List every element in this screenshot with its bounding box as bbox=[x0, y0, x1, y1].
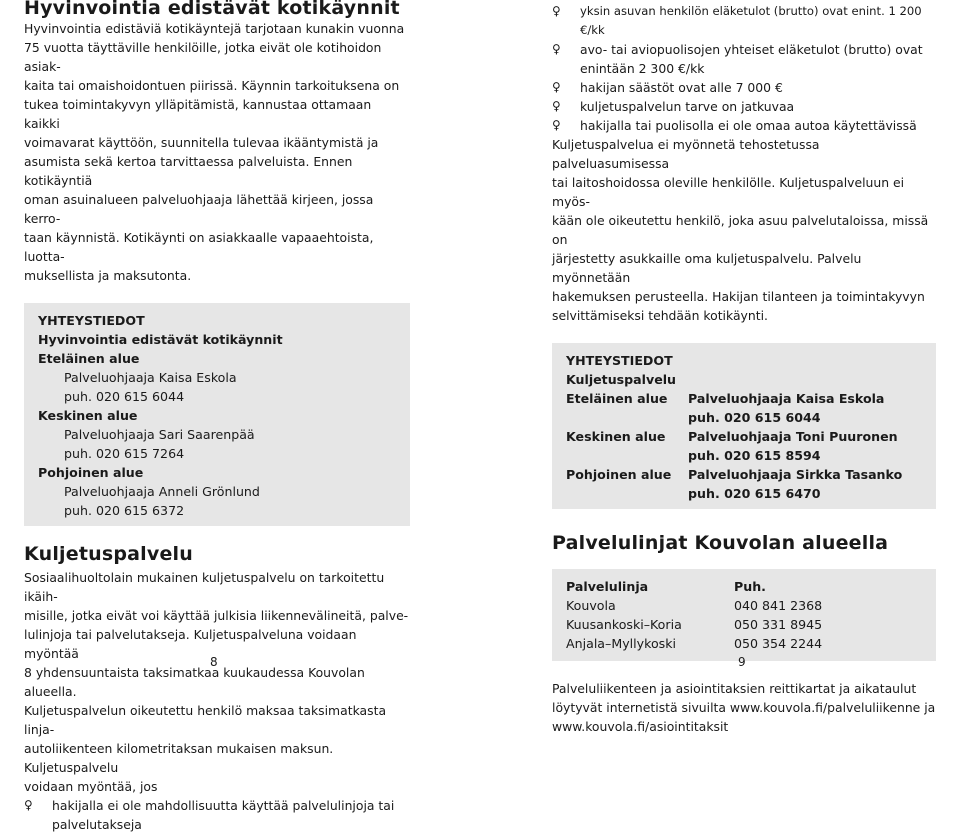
bullet-marker-icon: ♀ bbox=[552, 4, 561, 18]
bullet-item bbox=[552, 97, 936, 116]
text-line: autoliikenteen kilometritaksan mukaisen maksun. Kuljetuspalvelu bbox=[24, 741, 334, 775]
bullet-text: hakijalla ei ole mahdollisuutta käyttää palvelulinjoja tai bbox=[52, 798, 395, 813]
text-line: 8 yhdensuuntaista taksimatkaa kuukaudessa Kouvolan alueella. bbox=[24, 665, 365, 699]
text-line: asumista sekä kertoa tarvittaessa palveluista. Ennen kotikäyntiä bbox=[24, 154, 353, 188]
bullet-text: yksin asuvan henkilön eläketulot (brutto) ovat enint. 1 200 €/kk bbox=[580, 4, 922, 37]
service-line-name: Anjala–Myllykoski bbox=[566, 636, 676, 651]
bullet-text: hakijalla tai puolisolla ei ole omaa autoa käytettävissä bbox=[580, 118, 917, 133]
service-line-name: Kouvola bbox=[566, 598, 616, 613]
bullet-text: hakijan säästöt ovat alle 7 000 € bbox=[580, 80, 783, 95]
bullet-item bbox=[552, 116, 936, 135]
bullet-marker-icon: ♀ bbox=[552, 80, 561, 94]
text-line: Sosiaalihuoltolain mukainen kuljetuspalvelu on tarkoitettu ikäih- bbox=[24, 570, 385, 604]
restrictions-paragraph bbox=[552, 135, 936, 325]
text-line: kään ole oikeutettu henkilö, joka asuu palvelutaloissa, missä on bbox=[552, 213, 929, 247]
contact-phone: puh. 020 615 6044 bbox=[688, 410, 821, 425]
contact-phone: puh. 020 615 6470 bbox=[688, 486, 821, 501]
bullet-item bbox=[24, 796, 410, 834]
contact-person: Palveluohjaaja Kaisa Eskola bbox=[64, 370, 237, 385]
text-line: 75 vuotta täyttäville henkilöille, jotka eivät ole kotihoidon asiak- bbox=[24, 40, 382, 74]
contact-grid bbox=[566, 389, 922, 503]
service-lines-title: Palvelulinjat Kouvolan alueella bbox=[552, 532, 889, 554]
text-line: www.kouvola.fi/asiointitaksit bbox=[552, 719, 729, 734]
eligibility-list bbox=[552, 2, 936, 135]
contact-subheading: Kuljetuspalvelu bbox=[566, 372, 677, 387]
text-line: selvittämiseksi tehdään kotikäynti. bbox=[552, 308, 768, 323]
bullet-item bbox=[552, 2, 936, 40]
text-line: tai laitoshoidossa oleville henkilölle. Kuljetuspalveluun ei myös- bbox=[552, 175, 905, 209]
bullet-text: enintään 2 300 €/kk bbox=[580, 61, 705, 76]
text-line: taan käynnistä. Kotikäynti on asiakkaalle vapaaehtoista, luotta- bbox=[24, 230, 374, 264]
contact-phone: puh. 020 615 7264 bbox=[64, 446, 185, 461]
bullet-text: kuljetuspalvelun tarve on jatkuvaa bbox=[580, 99, 795, 114]
text-line: misille, jotka eivät voi käyttää julkisia liikennevälineitä, palve- bbox=[24, 608, 409, 623]
text-line: Kuljetuspalvelun oikeutettu henkilö maksaa taksimatkasta linja- bbox=[24, 703, 387, 737]
area-name: Eteläinen alue bbox=[38, 351, 140, 366]
bullet-text: avo- tai aviopuolisojen yhteiset eläketulot (brutto) ovat bbox=[580, 42, 923, 57]
text-line: lulinjoja tai palvelutakseja. Kuljetuspalveluna voidaan myöntää bbox=[24, 627, 357, 661]
transport-service-title: Kuljetuspalvelu bbox=[24, 543, 193, 565]
text-line: löytyvät internetistä sivuilta www.kouvola.fi/palveluliikenne ja bbox=[552, 700, 936, 715]
service-lines-table bbox=[566, 577, 922, 653]
service-line-phone: 040 841 2368 bbox=[734, 598, 823, 613]
text-line: järjestetty asukkaille oma kuljetuspalvelu. Palvelu myönnetään bbox=[552, 251, 862, 285]
bullet-marker-icon: ♀ bbox=[552, 42, 561, 56]
transport-contact-box bbox=[552, 343, 936, 509]
home-visits-paragraph bbox=[24, 19, 410, 285]
home-visits-contact-box bbox=[24, 303, 410, 526]
bullet-item bbox=[552, 78, 936, 97]
contact-heading: YHTEYSTIEDOT bbox=[38, 313, 145, 328]
contact-person: Palveluohjaaja Kaisa Eskola bbox=[688, 391, 885, 406]
home-visits-title: Hyvinvointia edistävät kotikäynnit bbox=[24, 0, 400, 19]
transport-service-paragraph bbox=[24, 568, 410, 796]
bullet-item bbox=[552, 40, 936, 78]
service-line-phone: 050 331 8945 bbox=[734, 617, 823, 632]
service-line-phone: 050 354 2244 bbox=[734, 636, 823, 651]
text-line: voidaan myöntää, jos bbox=[24, 779, 158, 794]
text-line: hakemuksen perusteella. Hakijan tilanteen ja toimintakyvyn bbox=[552, 289, 925, 304]
service-line-name: Kuusankoski–Koria bbox=[566, 617, 682, 632]
bullet-marker-icon: ♀ bbox=[552, 118, 561, 132]
service-lines-box bbox=[552, 569, 936, 661]
area-name: Eteläinen alue bbox=[566, 391, 668, 406]
area-name: Pohjoinen alue bbox=[566, 467, 672, 482]
column-header-phone: Puh. bbox=[734, 579, 766, 594]
text-line: Palveluliikenteen ja asiointitaksien reittikartat ja aikataulut bbox=[552, 681, 917, 696]
text-line: Kuljetuspalvelua ei myönnetä tehostetussa palveluasumisessa bbox=[552, 137, 820, 171]
contact-phone: puh. 020 615 6372 bbox=[64, 503, 185, 518]
contact-person: Palveluohjaaja Sari Saarenpää bbox=[64, 427, 255, 442]
contact-person: Palveluohjaaja Anneli Grönlund bbox=[64, 484, 260, 499]
contact-person: Palveluohjaaja Sirkka Tasanko bbox=[688, 467, 903, 482]
contact-phone: puh. 020 615 8594 bbox=[688, 448, 821, 463]
contact-person: Palveluohjaaja Toni Puuronen bbox=[688, 429, 898, 444]
column-header-line: Palvelulinja bbox=[566, 579, 649, 594]
bullet-text: palvelutakseja bbox=[52, 817, 142, 832]
page-number-right: 9 bbox=[738, 655, 746, 669]
area-name: Keskinen alue bbox=[38, 408, 138, 423]
contact-heading: YHTEYSTIEDOT bbox=[566, 353, 673, 368]
text-line: oman asuinalueen palveluohjaaja lähettää kirjeen, jossa kerro- bbox=[24, 192, 374, 226]
text-line: Hyvinvointia edistäviä kotikäyntejä tarjotaan kunakin vuonna bbox=[24, 21, 405, 36]
text-line: tukea toimintakyvyn ylläpitämistä, kannustaa ottamaan kaikki bbox=[24, 97, 372, 131]
area-name: Pohjoinen alue bbox=[38, 465, 144, 480]
left-page bbox=[24, 0, 410, 834]
contact-subheading: Hyvinvointia edistävät kotikäynnit bbox=[38, 332, 283, 347]
page-number-left: 8 bbox=[210, 655, 218, 669]
text-line: muksellista ja maksutonta. bbox=[24, 268, 192, 283]
bullet-marker-icon: ♀ bbox=[552, 99, 561, 113]
area-name: Keskinen alue bbox=[566, 429, 666, 444]
text-line: kaita tai omaishoidontuen piirissä. Käynnin tarkoituksena on bbox=[24, 78, 400, 93]
contact-phone: puh. 020 615 6044 bbox=[64, 389, 185, 404]
right-page bbox=[552, 2, 936, 736]
bullet-marker-icon: ♀ bbox=[24, 798, 33, 812]
route-maps-paragraph bbox=[552, 679, 936, 736]
text-line: voimavarat käyttöön, suunnitella tulevaa ikääntymistä ja bbox=[24, 135, 379, 150]
